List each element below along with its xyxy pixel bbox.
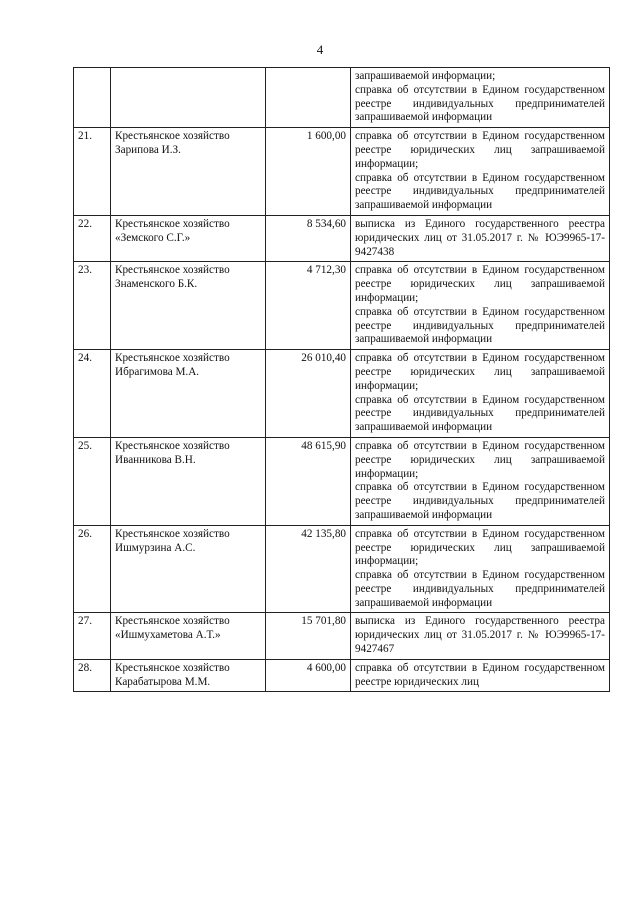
amount: 1 600,00 — [266, 128, 351, 216]
table-row — [74, 525, 610, 613]
document-entry: справка об отсутствии в Едином государственном реестре юридических лиц — [355, 661, 605, 688]
row-number: 28. — [74, 659, 111, 692]
document-entry: справка об отсутствии в Едином государственном реестре юридических лиц запрашиваемой информации; — [355, 352, 605, 392]
row-number: 27. — [74, 613, 111, 659]
document-entry: справка об отсутствии в Едином государственном реестре юридических лиц запрашиваемой информации; — [355, 130, 605, 170]
table-row — [74, 437, 610, 525]
document-entry: выписка из Единого государственного реестра юридических лиц от 31.05.2017 г. № ЮЭ9965-17-9427467 — [355, 615, 605, 656]
document-entry: запрашиваемой информации; — [355, 70, 496, 82]
document-entry: выписка из Единого государственного реестра юридических лиц от 31.05.2017 г. № ЮЭ9965-17-9427438 — [355, 217, 605, 258]
farm-name: Крестьянское хозяйство Иванникова В.Н. — [111, 437, 266, 525]
documents-cell — [351, 128, 610, 216]
farm-name: Крестьянское хозяйство Ибрагимова М.А. — [111, 350, 266, 438]
amount: 4 600,00 — [266, 659, 351, 692]
table-row — [74, 613, 610, 659]
table-row — [74, 215, 610, 261]
page-number: 4 — [316, 42, 324, 57]
row-number: 25. — [74, 437, 111, 525]
row-number: 22. — [74, 215, 111, 261]
documents-cell — [351, 350, 610, 438]
amount: 8 534,60 — [266, 215, 351, 261]
document-entry: справка об отсутствии в Едином государственном реестре индивидуальных предпринимателей запрашиваемой информации — [355, 305, 605, 346]
row-number — [74, 68, 111, 128]
document-entry: справка об отсутствии в Едином государственном реестре индивидуальных предпринимателей запрашиваемой информации — [355, 83, 605, 124]
table-row — [74, 128, 610, 216]
document-entry: справка об отсутствии в Едином государственном реестре индивидуальных предпринимателей запрашиваемой информации — [355, 393, 605, 434]
amount: 26 010,40 — [266, 350, 351, 438]
farm-name — [111, 68, 266, 128]
row-number: 21. — [74, 128, 111, 216]
registry-table — [73, 67, 610, 692]
document-entry: справка об отсутствии в Едином государственном реестре индивидуальных предпринимателей запрашиваемой информации — [355, 171, 605, 212]
row-number: 23. — [74, 262, 111, 350]
farm-name: Крестьянское хозяйство Знаменского Б.К. — [111, 262, 266, 350]
amount: 15 701,80 — [266, 613, 351, 659]
amount: 4 712,30 — [266, 262, 351, 350]
document-entry: справка об отсутствии в Едином государственном реестре индивидуальных предпринимателей запрашиваемой информации — [355, 569, 605, 609]
documents-cell — [351, 613, 610, 659]
row-number: 26. — [74, 525, 111, 613]
documents-cell — [351, 262, 610, 350]
document-entry: справка об отсутствии в Едином государственном реестре юридических лиц запрашиваемой информации; — [355, 264, 605, 304]
document-entry: справка об отсутствии в Едином государственном реестре индивидуальных предпринимателей запрашиваемой информации — [355, 481, 605, 521]
documents-cell — [351, 68, 610, 128]
registry-table-body — [74, 68, 610, 692]
table-row — [74, 659, 610, 692]
documents-cell — [351, 437, 610, 525]
documents-cell — [351, 215, 610, 261]
farm-name: Крестьянское хозяйство Зарипова И.З. — [111, 128, 266, 216]
row-number: 24. — [74, 350, 111, 438]
documents-cell — [351, 525, 610, 613]
table-row — [74, 262, 610, 350]
farm-name: Крестьянское хозяйство «Земского С.Г.» — [111, 215, 266, 261]
document-entry: справка об отсутствии в Едином государственном реестре юридических лиц запрашиваемой информации; — [355, 527, 605, 568]
amount: 42 135,80 — [266, 525, 351, 613]
table-row — [74, 68, 610, 128]
farm-name: Крестьянское хозяйство Карабатырова М.М. — [111, 659, 266, 692]
farm-name: Крестьянское хозяйство Ишмурзина А.С. — [111, 525, 266, 613]
amount: 48 615,90 — [266, 437, 351, 525]
amount — [266, 68, 351, 128]
farm-name: Крестьянское хозяйство «Ишмухаметова А.Т.» — [111, 613, 266, 659]
document-entry: справка об отсутствии в Едином государственном реестре юридических лиц запрашиваемой информации; — [355, 439, 605, 480]
documents-cell — [351, 659, 610, 692]
table-row — [74, 350, 610, 438]
